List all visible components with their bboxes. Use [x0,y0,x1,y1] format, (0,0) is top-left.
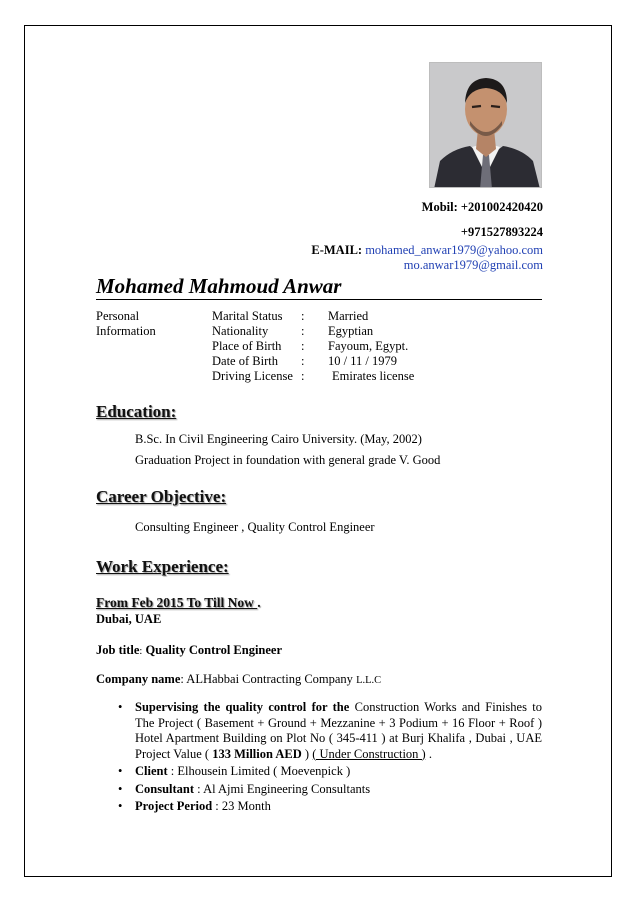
consultant-text: : Al Ajmi Engineering Consultants [194,781,371,796]
project-value: 133 Million AED [212,746,302,761]
scope-text-2: ) [301,746,313,761]
list-item-project-period [118,799,542,815]
bullet-icon: • [118,764,123,778]
client-text: : Elhousein Limited ( Moevenpick ) [167,764,351,778]
mobile-label: Mobil: [421,200,458,214]
list-item-client [118,764,542,780]
education-line-1: B.Sc. In Civil Engineering Cairo University. (May, 2002) [135,432,422,446]
value-driving-license: Emirates license [332,369,415,383]
company-suffix: L.L.C [356,675,382,686]
sep-marital-status: : [301,309,305,323]
personal-label-2: Information [96,324,156,338]
field-driving-license: Driving License [212,369,293,383]
field-marital-status: Marital Status [212,309,283,323]
email-label: E-MAIL: [311,243,363,257]
experience-period-dot: . [257,595,261,610]
profile-photo-image [430,63,542,188]
experience-location: Dubai, UAE [96,612,162,626]
job-title-row [96,643,282,659]
bullet-icon: • [118,781,123,796]
value-nationality: Egyptian [328,324,374,338]
client-label: Client [135,764,168,778]
company-value: : ALHabbai Contracting Company [180,672,357,686]
field-place-of-birth: Place of Birth [212,339,282,353]
career-objective-text: Consulting Engineer , Quality Control Engineer [135,520,375,534]
bullet-icon: • [118,799,123,813]
mobile-number-2: +971527893224 [460,225,543,239]
contact-mobile-2 [461,225,543,240]
list-item-scope [118,700,542,762]
sep-place-of-birth: : [301,339,305,353]
scope-lead: Supervising the quality control for the [135,700,350,714]
contact-email-1 [311,243,543,258]
job-title-label: Job title [96,643,140,657]
work-experience-heading: Work Experience: [96,557,229,576]
experience-period-text: From Feb 2015 To Till Now [96,595,258,610]
job-title-value: Quality Control Engineer [145,643,283,657]
project-period-text: : 23 Month [212,799,271,813]
education-heading: Education: [96,402,177,421]
value-date-of-birth: 10 / 11 / 1979 [328,354,397,368]
bullet-icon: • [118,700,123,714]
scope-end: . [425,746,432,761]
email-link-2[interactable]: mo.anwar1979@gmail.com [403,258,543,272]
field-nationality: Nationality [212,324,269,338]
contact-mobile-1 [422,200,543,215]
mobile-number-1: +201002420420 [460,200,543,214]
sep-driving-license: : [301,369,305,383]
list-item-consultant [118,782,542,798]
sep-nationality: : [301,324,305,338]
project-period-label: Project Period [135,799,213,813]
company-row [96,672,381,688]
project-details-list [118,700,542,817]
candidate-name: Mohamed Mahmoud Anwar [96,274,542,300]
personal-label-1: Personal [96,309,140,323]
project-status: ( Under Construction ) [312,746,426,761]
value-marital-status: Married [328,309,369,323]
field-date-of-birth: Date of Birth [212,354,278,368]
company-label: Company name [96,672,181,686]
profile-photo [429,62,542,188]
value-place-of-birth: Fayoum, Egypt. [328,339,409,353]
career-objective-heading: Career Objective: [96,487,227,506]
education-line-2: Graduation Project in foundation with general grade V. Good [135,453,441,467]
sep-date-of-birth: : [301,354,305,368]
consultant-label: Consultant [135,781,195,796]
contact-email-2 [404,258,543,273]
scope-text-1: Construction Works and Finishes to The Project ( Basement + Ground + Mezzanine + 3 Podium + 16 Floor + Roof ) Hotel Apartment Building on Plot No ( 345-411 ) at Burj Khalifa , Dubai , UAE Project Value ( [135,700,542,761]
experience-period [96,595,261,611]
email-link-1[interactable]: mohamed_anwar1979@yahoo.com [365,243,543,257]
job-title-colon: : [139,646,143,657]
